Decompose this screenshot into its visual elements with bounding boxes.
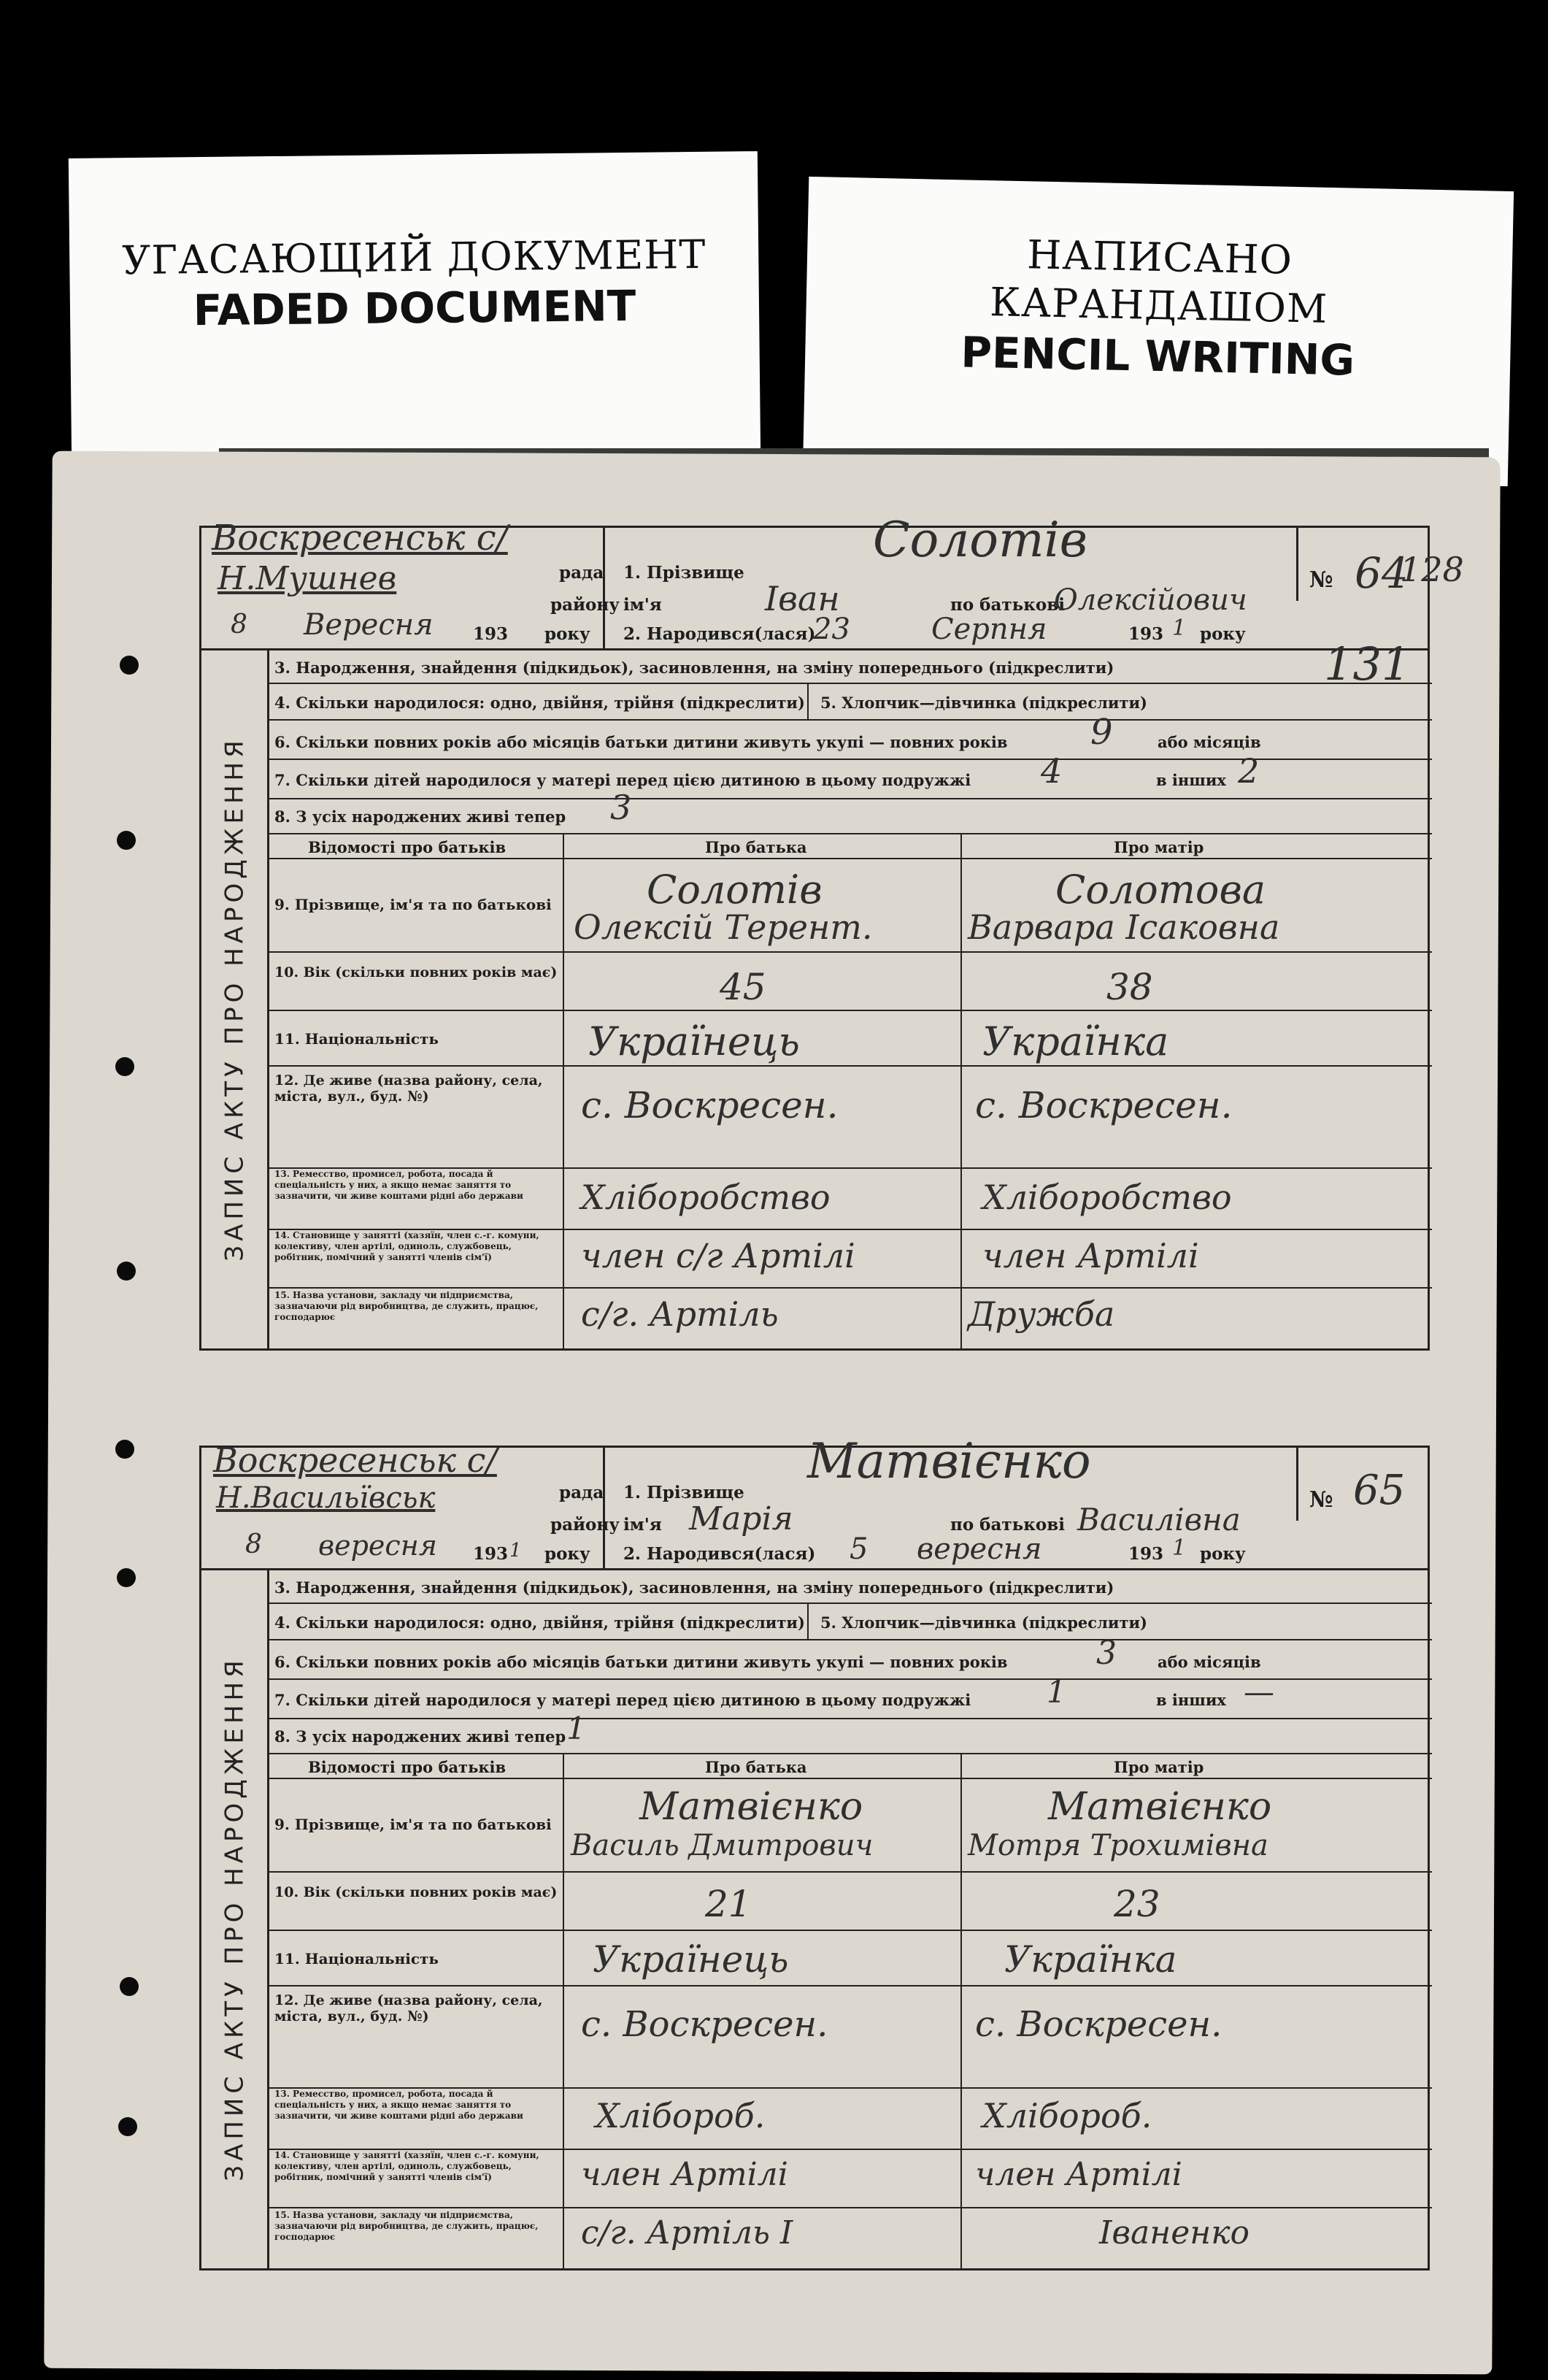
year-193-label: 193 (473, 624, 509, 644)
children-other-value: 2 (1238, 751, 1260, 791)
years-together-value: 3 (1096, 1635, 1117, 1672)
q2-label: 2. Народився(лася) (623, 1544, 816, 1564)
q14-label: 14. Становище у занятті (хазяїн, член с.-г. комуни, колективу, член артілі, одиноль, службовець, робітник, помічний у занятті членів сім'ї) (274, 1230, 539, 1262)
q4-label: 4. Скільки народилося: одно, двійня, трійня (підкреслити) (274, 1613, 805, 1632)
q6-months-label: або місяців (1158, 1653, 1261, 1671)
po-batkovi-label: по батькові (950, 595, 1065, 615)
birth-record-form-2 (199, 1433, 1430, 2270)
birth-record-form-1 (199, 512, 1464, 1351)
year-193-label-2: 193 (1128, 1544, 1164, 1564)
pencil-writing-label-ru-2: КАРАНДАШОМ (989, 279, 1328, 332)
raion-value: Н.Мушнев (217, 560, 397, 597)
roku-label-2: року (1200, 1544, 1246, 1564)
parents-header: Відомості про батьків (308, 838, 507, 856)
side-title: ЗАПИС АКТУ ПРО НАРОДЖЕННЯ (220, 1656, 250, 2181)
father-header: Про батька (705, 838, 807, 856)
mother-status: член Артілі (975, 2156, 1182, 2193)
birth-day-value: 5 (850, 1532, 869, 1566)
mother-surname: Матвієнко (1048, 1785, 1272, 1829)
registration-month: вересня (318, 1529, 437, 1562)
mother-header: Про матір (1114, 1758, 1204, 1776)
mother-residence: с. Воскресен. (975, 2004, 1222, 2045)
q7-other-label: в інших (1156, 1691, 1226, 1709)
roku-label-2: року (1200, 624, 1246, 644)
q9-label: 9. Прізвище, ім'я та по батькові (274, 1816, 552, 1833)
q9-label: 9. Прізвище, ім'я та по батькові (274, 896, 552, 913)
father-name: Василь Дмитрович (571, 1829, 874, 1862)
children-other-value: — (1244, 1674, 1274, 1710)
mother-surname: Солотова (1055, 867, 1266, 913)
faded-document-label-ru: УГАСАЮЩИЙ ДОКУМЕНТ (121, 231, 706, 284)
mother-residence: с. Воскресен. (975, 1084, 1233, 1126)
q8-label: 8. З усіх народжених живі тепер (274, 807, 566, 826)
father-residence: с. Воскресен. (581, 2004, 828, 2045)
roku-label: року (544, 1544, 590, 1564)
birth-month-value: вересня (917, 1532, 1042, 1566)
q2-label: 2. Народився(лася) (623, 624, 816, 644)
patronymic-value: Олексійович (1054, 583, 1247, 617)
father-status: член с/г Артілі (581, 1236, 855, 1275)
q10-label: 10. Вік (скільки повних років має) (274, 964, 558, 980)
q1-label: 1. Прізвище (623, 1483, 744, 1502)
father-occupation: Хлібороб. (596, 2096, 766, 2135)
first-name-value: Іван (765, 579, 840, 618)
q5-label: 5. Хлопчик—дівчинка (підкреслити) (820, 694, 1147, 712)
alive-value: 3 (610, 788, 632, 827)
binding-hole (120, 656, 139, 675)
rada-label: рада (559, 563, 604, 583)
rada-value: Воскресенськ с/ (213, 1440, 497, 1480)
father-status: член Артілі (581, 2156, 788, 2193)
father-header: Про батька (705, 1758, 807, 1776)
birth-year-value: 1 (1172, 615, 1187, 641)
pencil-writing-label-ru-1: НАПИСАНО (1026, 231, 1293, 283)
binding-hole (115, 1440, 134, 1459)
q11-label: 11. Національність (274, 1030, 439, 1048)
number-label: № (1309, 1487, 1333, 1513)
raion-value: Н.Васильївськ (216, 1481, 436, 1515)
faded-document-label (69, 151, 760, 464)
faded-document-label-en: FADED DOCUMENT (193, 280, 636, 336)
q12-label: 12. Де живе (назва району, села, міста, вул., буд. №) (274, 1072, 543, 1105)
side-title: ЗАПИС АКТУ ПРО НАРОДЖЕННЯ (220, 736, 250, 1262)
q4-label: 4. Скільки народилося: одно, двійня, трійня (підкреслити) (274, 694, 805, 712)
pencil-writing-label (803, 177, 1514, 486)
years-together-value: 9 (1090, 712, 1113, 753)
registration-day: 8 (231, 610, 247, 640)
rada-label: рада (559, 1483, 604, 1502)
q8-label: 8. З усіх народжених живі тепер (274, 1727, 566, 1746)
mother-name: Варвара Ісаковна (968, 907, 1280, 947)
father-workplace: с/г. Артіль (581, 1294, 779, 1334)
father-nationality: Українець (588, 1018, 800, 1064)
q6-label: 6. Скільки повних років або місяців батьки дитини живуть укупі — повних років (274, 733, 1008, 751)
binding-hole (117, 1568, 136, 1587)
q15-label: 15. Назва установи, закладу чи підприємства, зазначаючи рід виробництва, де служить, працює, господарює (274, 1290, 539, 1322)
mother-header: Про матір (1114, 838, 1204, 856)
father-age: 21 (705, 1883, 752, 1925)
mother-occupation: Хлібороб. (982, 2096, 1152, 2135)
pencil-writing-label-en: PENCIL WRITING (960, 327, 1355, 385)
first-name-value: Марія (689, 1500, 793, 1538)
birth-month-value: Серпня (931, 613, 1047, 646)
q3-label: 3. Народження, знайдення (підкидьок), засиновлення, на зміну попереднього (підкреслити) (274, 1578, 1114, 1597)
q10-label: 10. Вік (скільки повних років має) (274, 1884, 558, 1900)
q7-label: 7. Скільки дітей народилося у матері перед цією дитиною в цьому подружжі (274, 1691, 971, 1709)
father-residence: с. Воскресен. (581, 1084, 839, 1126)
father-age: 45 (720, 966, 766, 1008)
q6-months-label: або місяців (1158, 733, 1261, 751)
registration-year-suffix: 1 (509, 1540, 522, 1562)
po-batkovi-label: по батькові (950, 1515, 1065, 1535)
father-nationality: Українець (593, 1938, 789, 1981)
q14-label: 14. Становище у занятті (хазяїн, член с.-г. комуни, колективу, член артілі, одиноль, службовець, робітник, помічний у занятті членів сім'ї) (274, 2150, 539, 2182)
binding-hole (117, 831, 136, 850)
mother-nationality: Українка (982, 1018, 1169, 1064)
mother-status: член Артілі (982, 1236, 1199, 1275)
registration-month: Вересня (304, 608, 434, 642)
mother-nationality: Українка (1004, 1938, 1177, 1981)
mother-name: Мотря Трохимівна (968, 1829, 1268, 1862)
mother-age: 38 (1106, 966, 1153, 1008)
imia-label: ім'я (623, 595, 662, 615)
children-this-value: 4 (1041, 751, 1063, 791)
surname-value: Матвієнко (807, 1433, 1091, 1489)
patronymic-value: Василівна (1077, 1502, 1241, 1538)
mother-workplace: Дружба (968, 1294, 1115, 1334)
children-this-value: 1 (1047, 1674, 1066, 1710)
number-label: № (1309, 567, 1333, 593)
father-surname: Матвієнко (639, 1785, 863, 1829)
record-number-below: 131 (1324, 637, 1411, 691)
record-number: 64 (1355, 548, 1409, 598)
record-number-extra: 128 (1400, 550, 1464, 589)
q15-label: 15. Назва установи, закладу чи підприємства, зазначаючи рід виробництва, де служить, працює, господарює (274, 2210, 539, 2242)
roku-label: року (544, 624, 590, 644)
father-workplace: с/г. Артіль І (581, 2214, 793, 2252)
q1-label: 1. Прізвище (623, 563, 744, 583)
q13-label: 13. Ремесство, промисел, робота, посада й спеціальність у них, а якщо немає заняття то зазначити, чи живе коштами рідні або держави (274, 2089, 523, 2121)
father-name: Олексій Терент. (574, 907, 873, 947)
father-occupation: Хліборобство (581, 1178, 831, 1217)
year-193-label-2: 193 (1128, 624, 1164, 644)
mother-workplace: Іваненко (1099, 2214, 1249, 2252)
binding-hole (118, 2117, 137, 2136)
binding-hole (115, 1057, 134, 1076)
q12-label: 12. Де живе (назва району, села, міста, вул., буд. №) (274, 1992, 543, 2024)
raion-label: району (550, 1515, 620, 1535)
mother-age: 23 (1114, 1883, 1160, 1925)
q7-label: 7. Скільки дітей народилося у матері перед цією дитиною в цьому подружжі (274, 771, 971, 789)
raion-label: району (550, 595, 620, 615)
q11-label: 11. Національність (274, 1950, 439, 1968)
father-surname: Солотів (647, 867, 823, 913)
record-number: 65 (1353, 1467, 1406, 1514)
surname-value: Солотів (873, 512, 1088, 568)
binding-hole (120, 1977, 139, 1996)
binding-hole (117, 1262, 136, 1281)
rada-value: Воскресенськ с/ (212, 518, 508, 558)
registration-day: 8 (245, 1529, 262, 1559)
alive-value: 1 (566, 1711, 586, 1746)
q7-other-label: в інших (1156, 771, 1226, 789)
birth-day-value: 23 (813, 613, 850, 646)
year-193-label: 193 (473, 1544, 509, 1564)
parents-header: Відомості про батьків (308, 1758, 507, 1776)
birth-year-value: 1 (1172, 1535, 1187, 1561)
q13-label: 13. Ремесство, промисел, робота, посада й спеціальність у них, а якщо немає заняття то зазначити, чи живе коштами рідні або держави (274, 1169, 523, 1201)
mother-occupation: Хліборобство (982, 1178, 1232, 1217)
q5-label: 5. Хлопчик—дівчинка (підкреслити) (820, 1613, 1147, 1632)
q3-label: 3. Народження, знайдення (підкидьок), засиновлення, на зміну попереднього (підкреслити) (274, 659, 1114, 677)
imia-label: ім'я (623, 1515, 662, 1535)
q6-label: 6. Скільки повних років або місяців батьки дитини живуть укупі — повних років (274, 1653, 1008, 1671)
